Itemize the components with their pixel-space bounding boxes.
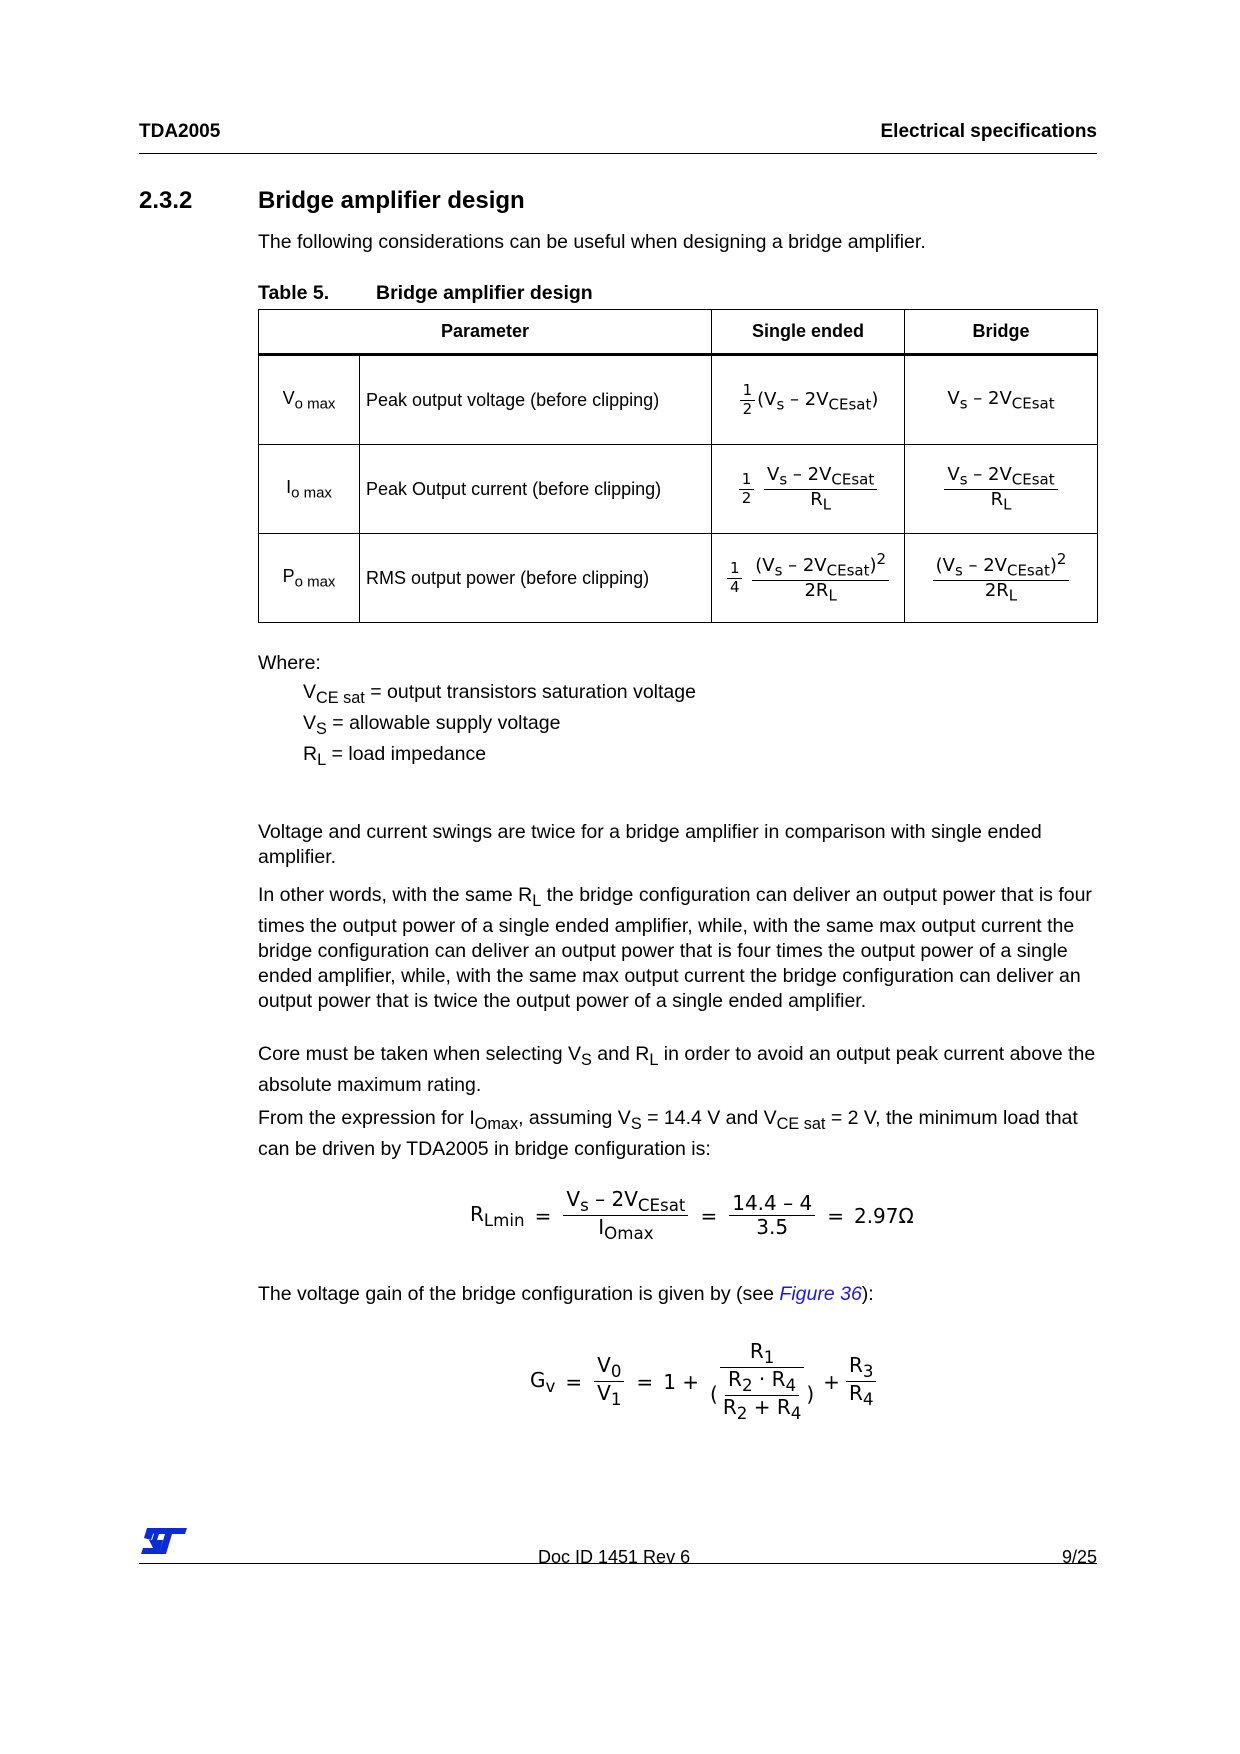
equation-gain: $G_v$ = $\frac{V_0}{V_1}$ = 1 + $R_1$ ( $\frac{R_2 \cdot R_4}{R_2 + R_4}$ ) + $\frac{R_3}{R_4}$: [530, 1340, 878, 1424]
paragraph: From the expression for $I_{Omax}$, assuming $V_S = 14.4$ V and $V_{CE sat} = 2$ V, the minimum load that can be driven by TDA2005 in bridge configuration is:: [258, 1107, 1078, 1160]
formula-single-vo: $\frac{1}{2}$ $(V_s - 2V_{CEsat})$: [712, 355, 905, 445]
paragraph: Voltage and current swings are twice for a bridge amplifier in comparison with single ended amplifier.: [258, 821, 1042, 868]
formula-bridge-vo: $V_s - 2V_{CEsat}$: [905, 355, 1098, 445]
where-item: $V_S$ = allowable supply voltage: [303, 712, 561, 738]
header-rule: [139, 153, 1097, 154]
formula-bridge-io: $\frac{V_s - 2V_{CEsat}}{R_L}$: [905, 445, 1098, 534]
table-caption-title: Bridge amplifier design: [376, 282, 593, 304]
doc-header-part: TDA2005: [139, 121, 221, 142]
section-number: 2.3.2: [139, 187, 193, 214]
paragraph: The voltage gain of the bridge configuration is given by (see Figure 36):: [258, 1283, 874, 1305]
doc-header-section: Electrical specifications: [880, 121, 1097, 142]
table-row: [259, 355, 1098, 445]
table-row: [259, 445, 1098, 534]
section-title: Bridge amplifier design: [258, 187, 525, 214]
where-item: $V_{CE sat}$ = output transistors saturation voltage: [303, 681, 696, 707]
table-caption-label: Table 5.: [258, 282, 330, 304]
header-single-ended: Single ended: [712, 310, 905, 355]
st-logo: [139, 1526, 189, 1561]
where-item: $R_L$ = load impedance: [303, 743, 487, 769]
table-header-row: [259, 310, 1098, 355]
formula-single-po: $\frac{1}{4}$ $\frac{(V_s - 2V_{CEsat})^2}{2R_L}$: [712, 534, 905, 623]
formula-single-io: $\frac{1}{2}$ $\frac{V_s - 2V_{CEsat}}{R_L}$: [712, 445, 905, 534]
table-row: [259, 534, 1098, 623]
header-bridge: Bridge: [905, 310, 1098, 355]
figure-36-link[interactable]: Figure 36: [779, 1283, 862, 1305]
equation-rlmin: $R_{Lmin}$ = $\frac{V_s - 2V_{CEsat}}{I_{Omax}}$ = $\frac{14.4 - 4}{3.5}$ = 2.97Ω: [470, 1187, 914, 1244]
paragraph: In other words, with the same $R_L$ the bridge configuration can deliver an output power that is four times the output power of a single ended amplifier, while, with the same max output current the bridge configuration can deliver an output power that is four times the output power of a single ended amplifier, while, with the same max output current the bridge configuration can deliver an output power that is twice the output power of a single ended amplifier.: [258, 884, 1092, 1012]
header-parameter: Parameter: [259, 310, 712, 355]
page-number: 9/25: [1061, 1547, 1097, 1567]
param-symbol: $P_{o max}$: [259, 534, 360, 623]
where-label: Where:: [258, 652, 321, 674]
formula-bridge-po: $\frac{(V_s - 2V_{CEsat})^2}{2R_L}$: [905, 534, 1098, 623]
doc-id: Doc ID 1451 Rev 6: [538, 1547, 691, 1567]
param-description: Peak Output current (before clipping): [360, 445, 712, 534]
param-description: RMS output power (before clipping): [360, 534, 712, 623]
intro-text: The following considerations can be useful when designing a bridge amplifier.: [258, 231, 926, 253]
param-symbol: $I_{o max}$: [259, 445, 360, 534]
paragraph: Core must be taken when selecting $V_S$ and $R_L$ in order to avoid an output peak current above the absolute maximum rating.: [258, 1043, 1096, 1096]
param-description: Peak output voltage (before clipping): [360, 355, 712, 445]
spec-table: [258, 309, 1098, 623]
param-symbol: $V_{o max}$: [259, 355, 360, 445]
